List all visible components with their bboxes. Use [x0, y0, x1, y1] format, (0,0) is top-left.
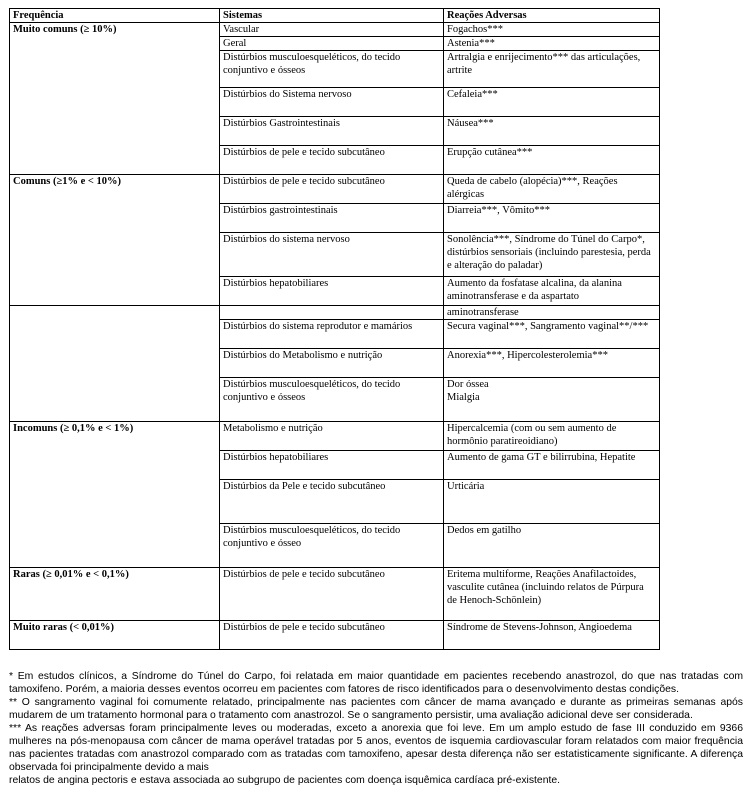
system-cell: Distúrbios musculoesqueléticos, do tecido conjuntivo e ósseo — [220, 524, 444, 568]
adverse-reaction-cell: Dedos em gatilho — [444, 524, 660, 568]
system-cell: Distúrbios do sistema reprodutor e mamários — [220, 320, 444, 349]
system-cell: Distúrbios gastrointestinais — [220, 204, 444, 233]
adverse-reaction-cell: Síndrome de Stevens-Johnson, Angioedema — [444, 621, 660, 650]
system-cell: Distúrbios hepatobiliares — [220, 451, 444, 480]
table-row — [10, 23, 660, 37]
adverse-reaction-cell: Urticária — [444, 480, 660, 524]
frequency-cell: Comuns (≥1% e < 10%) — [10, 175, 220, 306]
system-cell: Distúrbios musculoesqueléticos, do tecido conjuntivo e ósseos — [220, 51, 444, 88]
adverse-reaction-cell: Sonolência***, Síndrome do Túnel do Carpo*, distúrbios sensoriais (incluindo parestesia, perda e alteração do paladar) — [444, 233, 660, 277]
adverse-reaction-cell: aminotransferase — [444, 306, 660, 320]
footnote-1: * Em estudos clínicos, a Síndrome do Túnel do Carpo, foi relatada em maior quantidade em pacientes recebendo anastrozol, do que nas tratadas com tamoxifeno. Porém, a maioria desses eventos ocorreu em pacientes com fatores de risco identificados para o desenvolvimento destas condições. — [9, 671, 743, 695]
table-row — [10, 306, 660, 320]
adverse-reaction-cell: Eritema multiforme, Reações Anafilactoides, vasculite cutânea (incluindo relatos de Púrpura de Henoch-Schönlein) — [444, 568, 660, 621]
frequency-cell: Muito comuns (≥ 10%) — [10, 23, 220, 175]
adverse-reactions-table — [9, 8, 660, 650]
adverse-reaction-cell: Dor óssea Mialgia — [444, 378, 660, 422]
system-cell: Vascular — [220, 23, 444, 37]
adverse-reaction-cell: Secura vaginal***, Sangramento vaginal**/*** — [444, 320, 660, 349]
system-cell — [220, 306, 444, 320]
table-row — [10, 422, 660, 451]
adverse-reaction-cell: Aumento de gama GT e bilirrubina, Hepatite — [444, 451, 660, 480]
frequency-cell: Raras (≥ 0,01% e < 0,1%) — [10, 568, 220, 621]
adverse-reaction-cell: Queda de cabelo (alopécia)***, Reações alérgicas — [444, 175, 660, 204]
footnotes — [9, 670, 743, 787]
system-cell: Distúrbios do Metabolismo e nutrição — [220, 349, 444, 378]
system-cell: Distúrbios da Pele e tecido subcutâneo — [220, 480, 444, 524]
adverse-reaction-cell: Diarreia***, Vômito*** — [444, 204, 660, 233]
adverse-reaction-cell: Fogachos*** — [444, 23, 660, 37]
table-header-row — [10, 9, 660, 23]
table-row — [10, 621, 660, 650]
frequency-cell: Incomuns (≥ 0,1% e < 1%) — [10, 422, 220, 568]
system-cell: Distúrbios de pele e tecido subcutâneo — [220, 146, 444, 175]
system-cell: Metabolismo e nutrição — [220, 422, 444, 451]
frequency-cell: Muito raras (< 0,01%) — [10, 621, 220, 650]
adverse-reaction-cell: Cefaleia*** — [444, 88, 660, 117]
system-cell: Geral — [220, 37, 444, 51]
adverse-reaction-cell: Aumento da fosfatase alcalina, da alanina aminotransferase e da aspartato — [444, 277, 660, 306]
adverse-reaction-cell: Astenia*** — [444, 37, 660, 51]
adverse-reaction-cell: Artralgia e enrijecimento*** das articulações, artrite — [444, 51, 660, 88]
system-cell: Distúrbios de pele e tecido subcutâneo — [220, 621, 444, 650]
header-frequency: Frequência — [10, 9, 220, 23]
system-cell: Distúrbios de pele e tecido subcutâneo — [220, 568, 444, 621]
system-cell: Distúrbios do sistema nervoso — [220, 233, 444, 277]
table-row — [10, 568, 660, 621]
footnote-4: relatos de angina pectoris e estava associada ao subgrupo de pacientes com doença isquêmica cardíaca pré-existente. — [9, 775, 561, 786]
adverse-reaction-cell: Náusea*** — [444, 117, 660, 146]
adverse-reaction-cell: Anorexia***, Hipercolesterolemia*** — [444, 349, 660, 378]
header-adverse-reactions: Reações Adversas — [444, 9, 660, 23]
system-cell: Distúrbios musculoesqueléticos, do tecido conjuntivo e ósseos — [220, 378, 444, 422]
table-row — [10, 175, 660, 204]
frequency-cell — [10, 306, 220, 422]
system-cell: Distúrbios Gastrointestinais — [220, 117, 444, 146]
system-cell: Distúrbios de pele e tecido subcutâneo — [220, 175, 444, 204]
table-body — [10, 23, 660, 650]
system-cell: Distúrbios do Sistema nervoso — [220, 88, 444, 117]
adverse-reaction-cell: Hipercalcemia (com ou sem aumento de hormônio paratireoidiano) — [444, 422, 660, 451]
system-cell: Distúrbios hepatobiliares — [220, 277, 444, 306]
footnote-3: *** As reações adversas foram principalmente leves ou moderadas, exceto a anorexia que foi leve. Em um amplo estudo de fase III conduzido em 9366 mulheres na pós-menopausa com câncer de mama operável tratadas por 5 anos, eventos de isquemia cardiovascular foram relatados com maior frequência nas pacientes tratadas com anastrozol comparado com as tratadas com tamoxifeno, apesar desta diferença não ser estatisticamente significante. A diferença observada foi principalmente devido a mais — [9, 723, 743, 773]
footnote-2: ** O sangramento vaginal foi comumente relatado, principalmente nas pacientes com câncer de mama avançado e durante as primeiras semanas após mudarem de um tratamento hormonal para o tratamento com anastrozol. Se o sangramento persistir, uma avaliação adicional deve ser considerada. — [9, 697, 743, 721]
adverse-reaction-cell: Erupção cutânea*** — [444, 146, 660, 175]
header-systems: Sistemas — [220, 9, 444, 23]
